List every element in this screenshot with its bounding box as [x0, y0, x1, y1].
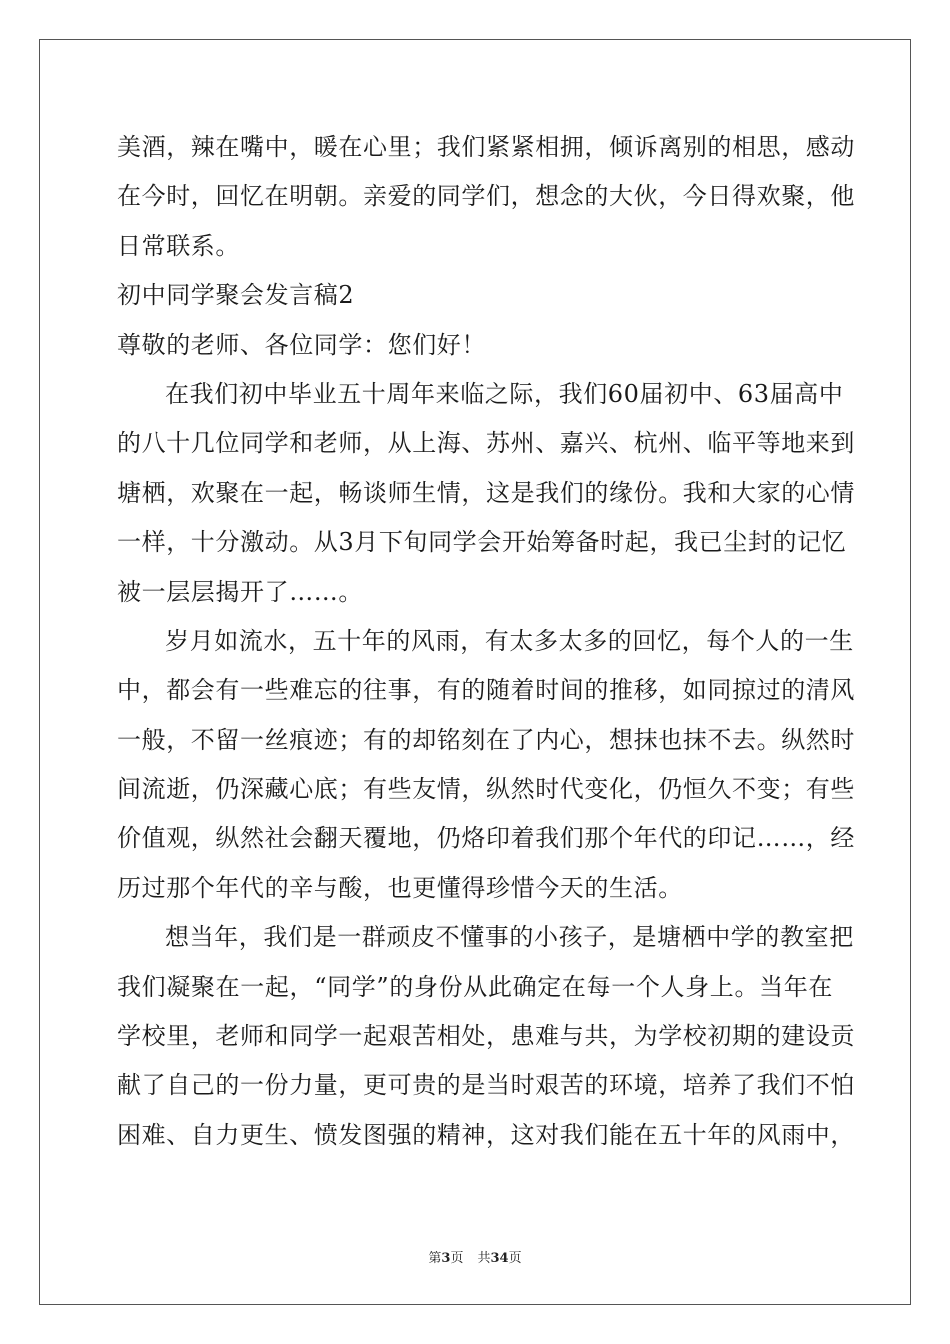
footer-page-number: 3: [441, 1251, 451, 1266]
text-line: 价值观，纵然社会翻天覆地，仍烙印着我们那个年代的印记……，经: [117, 824, 855, 853]
text-line: 在我们初中毕业五十周年来临之际，我们60届初中、63届高中: [165, 379, 844, 408]
document-body: [117, 123, 855, 1160]
text-line: 困难、自力更生、愤发图强的精神，这对我们能在五十年的风雨中，: [117, 1120, 855, 1149]
footer-page-suffix: 页: [450, 1251, 464, 1266]
text-line: 一样，十分激动。从3月下旬同学会开始筹备时起，我已尘封的记忆: [117, 528, 847, 557]
footer-total-pages: 34: [490, 1251, 509, 1266]
text-line: 历过那个年代的辛与酸，也更懂得珍惜今天的生活。: [117, 873, 683, 902]
page-footer: [0, 1247, 950, 1266]
text-line: 学校里，老师和同学一起艰苦相处，患难与共，为学校初期的建设贡: [117, 1022, 855, 1051]
text-line: 在今时，回忆在明朝。亲爱的同学们，想念的大伙，今日得欢聚，他: [117, 182, 855, 211]
footer-total-prefix: 共: [477, 1251, 491, 1266]
text-line: 的八十几位同学和老师，从上海、苏州、嘉兴、杭州、临平等地来到: [117, 429, 855, 458]
text-line: 塘栖，欢聚在一起，畅谈师生情，这是我们的缘份。我和大家的心情: [117, 478, 855, 507]
text-line: 岁月如流水，五十年的风雨，有太多太多的回忆，每个人的一生: [165, 626, 854, 655]
text-line: 一般，不留一丝痕迹；有的却铭刻在了内心，想抹也抹不去。纵然时: [117, 725, 855, 754]
text-line: 被一层层揭开了……。: [117, 577, 363, 606]
footer-total-suffix: 页: [508, 1251, 522, 1266]
text-line: 日常联系。: [117, 231, 240, 260]
text-line: 初中同学聚会发言稿2: [117, 281, 355, 310]
text-line: 想当年，我们是一群顽皮不懂事的小孩子，是塘栖中学的教室把: [165, 923, 854, 952]
text-line: 我们凝聚在一起，“同学”的身份从此确定在每一个人身上。当年在: [117, 972, 833, 1001]
text-line: 献了自己的一份力量，更可贵的是当时艰苦的环境，培养了我们不怕: [117, 1071, 855, 1100]
text-line: 尊敬的老师、各位同学：您们好！: [117, 330, 486, 359]
text-line: 间流逝，仍深藏心底；有些友情，纵然时代变化，仍恒久不变；有些: [117, 775, 855, 804]
footer-prefix: 第: [428, 1251, 442, 1266]
text-line: 中，都会有一些难忘的往事，有的随着时间的推移，如同掠过的清风: [117, 676, 855, 705]
text-line: 美酒，辣在嘴中，暖在心里；我们紧紧相拥，倾诉离别的相思，感动: [117, 133, 855, 161]
